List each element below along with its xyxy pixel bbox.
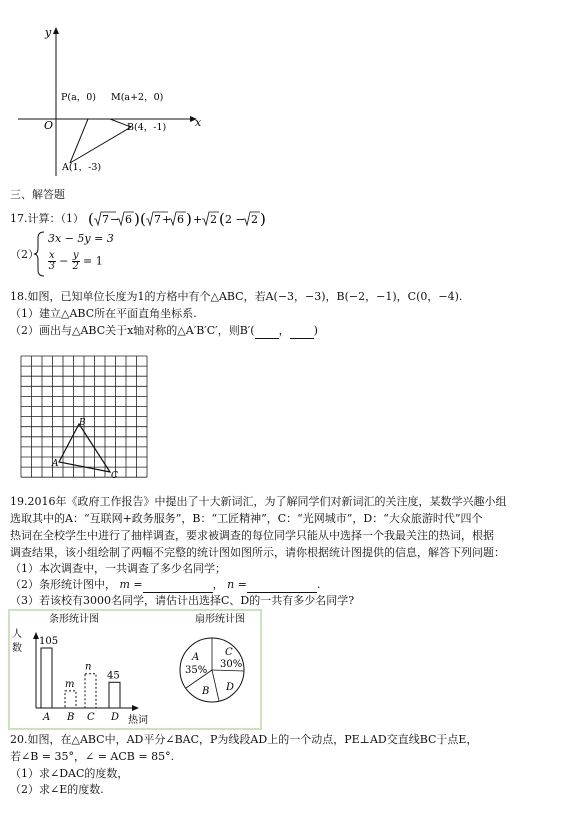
grid-label-a: A (52, 459, 59, 469)
q19-sub-2-text: （2）条形统计图中， (10, 578, 116, 591)
svg-text:): ) (185, 210, 192, 228)
point-a-label: A(1，-3) (62, 162, 102, 173)
q19-blank-n[interactable] (247, 578, 317, 593)
y-axis-label: y (45, 26, 52, 39)
bar-data-label-b: m (65, 678, 75, 690)
bar-x-axis-arrow (132, 705, 139, 711)
q20-sub-1: （1）求∠DAC的度数， (10, 767, 129, 780)
bar-series (39, 636, 120, 723)
pie-slice-c-value: 30% (220, 659, 243, 670)
grid-label-b: B (79, 418, 86, 428)
bar-chart-title: 条形统计图 (49, 614, 99, 625)
q19-line-1: 19.2016年《政府工作报告》中提出了十大新词汇，为了解同学们对新词汇的关注度，某数学兴趣小组 (10, 495, 507, 508)
bar-tick-label-d: D (111, 712, 120, 723)
svg-text:6: 6 (176, 213, 184, 226)
q18-blank-x[interactable] (255, 324, 279, 339)
svg-text:7: 7 (101, 213, 109, 226)
bar-chart-xlabel: 热词 (128, 715, 148, 726)
bar-data-label-a: 105 (39, 636, 59, 647)
q18-line-1: 18.如图，已知单位长度为1的方格中有个△ABC，若A(−3，−3)，B(−2，−1)，C(0，−4). (10, 290, 463, 303)
coordinate-figure (0, 0, 220, 185)
q19-line-4: 调查结果，该小组绘制了两幅不完整的统计图如图所示，请你根据统计图提供的信息，解答下列问题： (10, 546, 505, 559)
pie-chart (170, 611, 260, 723)
bar-chart-ylabel-2: 数 (12, 643, 22, 654)
q18-blank-y[interactable] (290, 324, 314, 339)
bar-d (109, 682, 120, 708)
pie-slice-b-label: B (202, 686, 210, 697)
q17-equation-1: 3x − 5y = 3 (48, 232, 114, 245)
q19-sub-2 (10, 578, 320, 593)
q20-line-2: 若∠B = 35°，∠ = ACB = 85°. (10, 750, 175, 763)
q18-comma: ， (278, 324, 290, 337)
triangle-abc (59, 424, 110, 472)
q17-rhs: = 1 (83, 254, 103, 268)
q19-sub-1: （1）本次调查中，一共调查了多少名同学； (10, 562, 226, 575)
section-heading: 三、解答题 (10, 188, 65, 201)
bar-a (41, 648, 52, 708)
svg-text:+: + (161, 213, 171, 226)
q19-sub-3: （3）若该校有3000名同学，请估计出选择C、D的一共有多少名同学? (10, 594, 355, 607)
svg-text:6: 6 (124, 213, 132, 226)
q18-line-2: （1）建立△ABC所在平面直角坐标系. (10, 307, 197, 320)
svg-text:7: 7 (153, 213, 161, 226)
q18-close-paren: ) (313, 324, 318, 337)
q18-line-3-text: （2）画出与△ABC关于x轴对称的△A′B′C′，则B′( (10, 324, 255, 337)
bar-tick-label-b: B (67, 712, 75, 723)
svg-text:+: + (192, 213, 202, 226)
q18-line-3 (10, 324, 318, 339)
origin-label: O (44, 119, 54, 132)
grid-label-c: C (111, 471, 118, 481)
q19-sep: ， (212, 578, 224, 591)
segment-pa (70, 119, 88, 163)
q17-prefix: 17.计算：（1） (10, 212, 84, 225)
q19-end: . (316, 578, 321, 591)
svg-text:2: 2 (209, 213, 217, 226)
pie-slice-c-label: C (225, 647, 233, 658)
svg-text:): ) (133, 210, 140, 228)
bar-c (85, 674, 96, 708)
q17-frac-x: $\frac{x}{3}$ (48, 250, 55, 272)
q17-part2-label: （2） (10, 248, 39, 261)
svg-text:−: − (109, 213, 119, 226)
pie-slice-d-label: D (226, 682, 235, 693)
q17-frac-y: $\frac{y}{2}$ (72, 250, 79, 272)
point-b-label: B(4，-1) (127, 122, 167, 133)
svg-text:(: ( (139, 210, 146, 228)
bar-data-label-d: 45 (107, 670, 120, 682)
q19-line-2: 选取其中的A：“互联网+政务服务”，B：“工匠精神”，C：“光网城市”，D：“大众旅游时代”四个 (10, 512, 483, 525)
pie-chart-title: 扇形统计图 (195, 614, 245, 625)
svg-text:2: 2 (250, 213, 258, 226)
q20-line-1: 20.如图，在△ABC中，AD平分∠BAC，P为线段AD上的一个动点，PE⊥AD交直线BC于点E， (10, 733, 478, 746)
q20-sub-2: （2）求∠E的度数. (10, 783, 104, 796)
bar-data-label-c: n (85, 661, 92, 673)
pie-slice-a-label: A (192, 652, 200, 663)
grid-lines (21, 356, 147, 477)
q19-line-3: 热词在全校学生中进行了抽样调查，要求被调查的每位同学只能从中选择一个我最关注的热词，根据 (10, 529, 494, 542)
svg-text:): ) (259, 210, 266, 228)
x-axis-label: x (195, 116, 202, 129)
bar-tick-label-a: A (43, 712, 51, 723)
bar-b (65, 691, 76, 708)
pie-divider-cd (212, 670, 244, 671)
point-m-label: M(a+2，0) (111, 92, 164, 103)
bar-chart (10, 611, 160, 726)
q17-part1 (10, 209, 288, 227)
bar-chart-ylabel-1: 人 (12, 629, 22, 640)
bar-tick-label-c: C (87, 712, 95, 723)
q19-m-label: m = (119, 578, 143, 591)
q17-expression (88, 209, 288, 229)
pie-divider-db (212, 670, 219, 701)
svg-text:(: ( (87, 210, 94, 228)
pie-slice-a-value: 35% (185, 665, 208, 676)
point-p-label: P(a，0) (61, 92, 97, 103)
q18-grid-figure (19, 354, 163, 485)
svg-text:2 −: 2 − (224, 213, 245, 226)
segment-ab (70, 127, 131, 163)
q17-brace (32, 230, 48, 278)
q19-n-label: n = (227, 578, 247, 591)
q17-equation-2 (48, 251, 103, 272)
svg-text:(: ( (218, 210, 225, 228)
q19-blank-m[interactable] (143, 578, 213, 593)
q17-minus: − (59, 254, 69, 268)
y-axis-arrow (53, 27, 59, 34)
